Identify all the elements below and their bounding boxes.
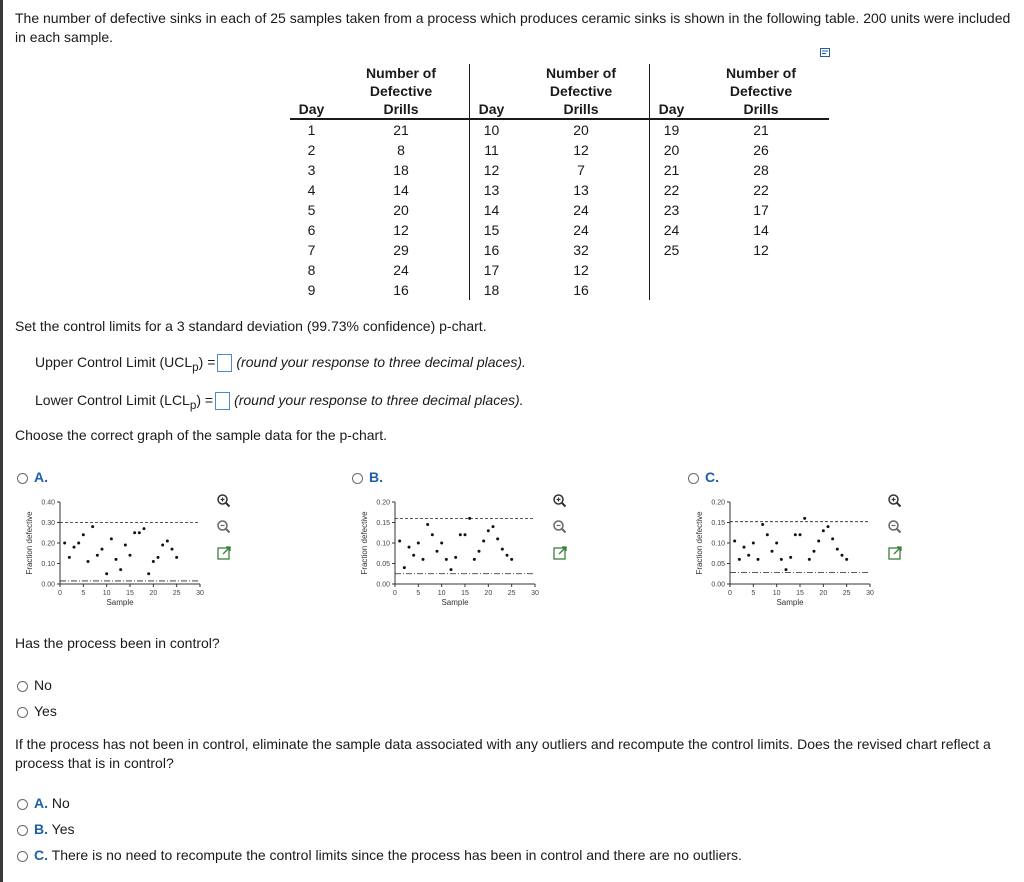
data-point: [63, 542, 66, 545]
data-point: [454, 556, 457, 559]
data-point: [87, 560, 90, 563]
data-point: [115, 558, 118, 561]
chart-option-c-label: C.: [705, 469, 719, 485]
defects-cell: 21: [753, 122, 769, 138]
revised-option-b-text: Yes: [51, 821, 75, 837]
defects-cell: 14: [753, 222, 769, 238]
chart-c: [692, 490, 1002, 625]
defects-cell: [693, 280, 829, 300]
ucl-hint: (round your response to three decimal places).: [236, 354, 526, 370]
defects-cell: 20: [513, 119, 650, 140]
y-tick-label: 0.00: [41, 581, 55, 589]
data-point: [147, 572, 150, 575]
x-tick-label: 20: [484, 590, 493, 597]
defects-cell: 12: [513, 260, 650, 280]
data-point: [841, 554, 844, 557]
data-point: [161, 544, 164, 547]
radio-chart-a[interactable]: [17, 473, 28, 484]
defects-cell: 21: [333, 119, 470, 140]
data-point: [752, 542, 755, 545]
day-cell: 6: [307, 222, 316, 238]
lcl-row: [35, 390, 524, 416]
defects-cell: 8: [333, 140, 470, 160]
table-row: [290, 140, 829, 160]
data-point: [129, 554, 132, 557]
data-point: [398, 539, 401, 542]
data-point: [836, 548, 839, 551]
data-point: [157, 556, 160, 559]
chart-option-b[interactable]: [352, 469, 383, 485]
data-point: [803, 517, 806, 520]
x-tick-label: 20: [149, 590, 158, 597]
x-tick-label: 0: [58, 590, 62, 597]
defects-cell: 24: [513, 220, 650, 240]
day-cell: 7: [307, 242, 316, 258]
day-cell: 25: [663, 242, 680, 258]
x-tick-label: 15: [126, 590, 134, 597]
data-point: [799, 533, 802, 536]
data-point: [101, 548, 104, 551]
data-point: [473, 558, 476, 561]
data-point: [152, 560, 155, 563]
lcl-equals: ) =: [196, 392, 214, 408]
data-point: [440, 542, 443, 545]
data-point: [757, 558, 760, 561]
zoom-out-icon[interactable]: [550, 517, 570, 537]
y-tick-label: 0.20: [711, 499, 725, 507]
data-point: [110, 537, 113, 540]
col-header-day: Day: [470, 100, 514, 119]
table-row: [290, 220, 829, 240]
chart-c-tools: [885, 491, 905, 569]
data-point: [822, 529, 825, 532]
col-header-day: Day: [290, 100, 333, 119]
data-point: [124, 544, 127, 547]
zoom-in-icon[interactable]: [214, 491, 234, 511]
day-cell: 19: [663, 122, 680, 138]
data-point: [478, 550, 481, 553]
option-yes-label: Yes: [34, 703, 57, 719]
x-tick-label: 25: [507, 590, 516, 597]
data-point: [426, 523, 429, 526]
radio-no[interactable]: [17, 681, 28, 692]
day-cell: 13: [483, 182, 500, 198]
x-tick-label: 30: [196, 590, 204, 597]
data-point: [831, 537, 834, 540]
radio-revised-a[interactable]: [17, 799, 28, 810]
x-tick-label: 5: [81, 590, 86, 597]
day-cell: 9: [307, 282, 316, 298]
data-point: [771, 550, 774, 553]
zoom-in-icon[interactable]: [885, 491, 905, 511]
data-point: [171, 548, 174, 551]
data-point: [68, 556, 71, 559]
chart-b: [357, 490, 667, 625]
intro-text: The number of defective sinks in each of 25 samples taken from a process which produces ceramic sinks is shown in the following table. 200 units were included in each sample.: [15, 10, 1011, 45]
lcl-input[interactable]: [215, 392, 230, 410]
x-tick-label: 15: [461, 590, 469, 597]
table-row: [290, 260, 829, 280]
ucl-subscript: p: [192, 360, 199, 374]
revised-option-a-letter: A.: [34, 795, 48, 811]
data-point: [417, 542, 420, 545]
day-cell: 16: [483, 242, 500, 258]
y-tick-label: 0.10: [711, 540, 725, 548]
day-cell: 21: [663, 162, 680, 178]
col-header-number: Defective: [333, 82, 470, 100]
revised-option-a[interactable]: [17, 795, 70, 811]
data-point: [459, 533, 462, 536]
data-point: [436, 550, 439, 553]
col-header-number: Drills: [693, 100, 829, 119]
radio-chart-c[interactable]: [688, 473, 699, 484]
data-point: [73, 546, 76, 549]
data-point: [785, 568, 788, 571]
radio-revised-c[interactable]: [17, 851, 28, 862]
revised-option-a-text: No: [51, 795, 70, 811]
col-header-number: Defective: [513, 82, 650, 100]
col-header-number: Number of: [333, 64, 470, 82]
x-axis-label: Sample: [776, 598, 804, 607]
day-cell: 14: [483, 202, 500, 218]
data-point: [766, 533, 769, 536]
col-header-number: Defective: [729, 83, 793, 99]
day-cell: 15: [483, 222, 500, 238]
day-cell: 5: [307, 202, 316, 218]
data-point: [496, 537, 499, 540]
x-tick-label: 25: [842, 590, 851, 597]
in-control-option-yes[interactable]: [17, 703, 57, 719]
table-row: [290, 280, 829, 300]
x-tick-label: 0: [393, 590, 397, 597]
y-tick-label: 0.15: [711, 520, 725, 527]
data-point: [82, 533, 85, 536]
data-point: [794, 533, 797, 536]
defects-cell: 24: [333, 260, 470, 280]
day-cell: 20: [663, 142, 680, 158]
y-tick-label: 0.30: [41, 520, 55, 527]
data-point: [175, 556, 178, 559]
defects-cell: 16: [333, 280, 470, 300]
x-tick-label: 30: [531, 590, 539, 597]
zoom-out-icon[interactable]: [214, 517, 234, 537]
graph-choice-prompt: Choose the correct graph of the sample data for the p-chart.: [15, 427, 387, 443]
data-point: [412, 554, 415, 557]
revised-chart-prompt: If the process has not been in control, eliminate the sample data associated with any outliers and recompute the control limits. Does the revised chart reflect a process that is in control?: [15, 736, 991, 771]
data-point: [789, 556, 792, 559]
data-point: [464, 533, 467, 536]
data-point: [738, 558, 741, 561]
table-row: [290, 160, 829, 180]
data-point: [808, 558, 811, 561]
y-tick-label: 0.05: [711, 561, 725, 568]
day-cell: 23: [663, 202, 680, 218]
data-point: [487, 529, 490, 532]
data-point: [747, 554, 750, 557]
data-point: [138, 531, 141, 534]
data-point: [77, 542, 80, 545]
data-point: [733, 539, 736, 542]
y-tick-label: 0.15: [376, 520, 390, 527]
chart-option-c[interactable]: [688, 469, 719, 485]
col-header-number: Number of: [513, 64, 650, 82]
day-cell: 11: [484, 142, 499, 158]
data-point: [501, 548, 504, 551]
y-tick-label: 0.00: [711, 581, 725, 589]
ucl-row: [35, 352, 526, 378]
data-point: [450, 568, 453, 571]
x-tick-label: 15: [796, 590, 804, 597]
ucl-input[interactable]: [217, 354, 232, 372]
defects-cell: 17: [753, 202, 769, 218]
in-control-prompt: Has the process been in control?: [15, 635, 220, 651]
x-tick-label: 10: [102, 590, 111, 597]
y-tick-label: 0.20: [41, 540, 55, 548]
data-point: [827, 525, 830, 528]
table-row: [290, 119, 829, 140]
defects-cell: [693, 260, 829, 280]
col-header-number: Drills: [513, 100, 650, 119]
day-cell: 17: [483, 262, 500, 278]
x-axis-label: Sample: [106, 598, 134, 607]
day-cell: 22: [663, 182, 680, 198]
data-point: [506, 554, 509, 557]
revised-option-b-letter: B.: [34, 821, 48, 837]
x-tick-label: 10: [437, 590, 446, 597]
revised-option-c-text: There is no need to recompute the control limits since the process has been in control and there are no outliers.: [51, 847, 742, 863]
data-point: [510, 558, 513, 561]
day-cell: [650, 280, 694, 300]
day-cell: [650, 260, 694, 280]
data-point: [775, 542, 778, 545]
defects-cell: 20: [333, 200, 470, 220]
left-frame-border: [0, 0, 3, 882]
control-limits-prompt: Set the control limits for a 3 standard deviation (99.73% confidence) p-chart.: [15, 318, 487, 334]
defects-cell: 26: [753, 142, 769, 158]
chart-b-tools: [550, 491, 570, 569]
day-cell: 18: [483, 282, 500, 298]
day-cell: 10: [483, 122, 500, 138]
data-point: [96, 554, 99, 557]
revised-option-b[interactable]: [17, 821, 74, 837]
data-point: [761, 523, 764, 526]
data-point: [492, 525, 495, 528]
data-point: [422, 558, 425, 561]
y-tick-label: 0.10: [41, 561, 55, 568]
col-header-number: Number of: [726, 65, 796, 81]
revised-option-c[interactable]: [17, 847, 742, 863]
x-tick-label: 0: [728, 590, 732, 597]
y-tick-label: 0.05: [376, 561, 390, 568]
info-popup-icon[interactable]: [820, 48, 830, 57]
data-point: [408, 546, 411, 549]
day-cell: 2: [307, 142, 316, 158]
chart-option-a[interactable]: [17, 469, 48, 485]
defects-cell: 16: [513, 280, 650, 300]
chart-option-a-label: A.: [34, 469, 48, 485]
x-tick-label: 5: [416, 590, 421, 597]
radio-yes[interactable]: [17, 707, 28, 718]
zoom-out-icon[interactable]: [885, 517, 905, 537]
data-point: [119, 568, 122, 571]
defects-cell: 12: [753, 242, 769, 258]
table-row: [290, 240, 829, 260]
defects-cell: 22: [753, 182, 769, 198]
data-point: [166, 539, 169, 542]
x-axis-label: Sample: [441, 598, 469, 607]
day-cell: 1: [307, 122, 316, 138]
open-new-window-icon[interactable]: [214, 543, 234, 563]
x-tick-label: 25: [172, 590, 181, 597]
defects-cell: 18: [333, 160, 470, 180]
day-cell: 8: [307, 262, 316, 278]
x-tick-label: 30: [866, 590, 874, 597]
day-cell: 3: [307, 162, 316, 178]
data-point: [143, 527, 146, 530]
defects-cell: 32: [513, 240, 650, 260]
option-no-label: No: [34, 677, 52, 693]
zoom-in-icon[interactable]: [550, 491, 570, 511]
lcl-subscript: p: [189, 398, 197, 412]
day-cell: 12: [483, 162, 500, 178]
data-point: [445, 558, 448, 561]
col-header-number: Drills: [333, 100, 470, 119]
y-tick-label: 0.40: [41, 499, 55, 507]
defects-cell: 14: [333, 180, 470, 200]
open-new-window-icon[interactable]: [885, 543, 905, 563]
y-tick-label: 0.20: [376, 499, 390, 507]
day-cell: 24: [663, 222, 680, 238]
open-new-window-icon[interactable]: [550, 543, 570, 563]
defects-cell: 12: [513, 140, 650, 160]
table-row: [290, 180, 829, 200]
in-control-option-no[interactable]: [17, 677, 52, 693]
x-tick-label: 20: [819, 590, 828, 597]
lcl-label: Lower Control Limit (LCL: [35, 392, 190, 408]
data-point: [431, 533, 434, 536]
table-row: [290, 200, 829, 220]
data-point: [133, 531, 136, 534]
ucl-label: Upper Control Limit (UCL: [35, 354, 193, 370]
chart-a: [22, 490, 332, 625]
data-point: [105, 572, 108, 575]
col-header-day: Day: [650, 100, 694, 119]
y-axis-label: Fraction defective: [25, 511, 34, 575]
chart-a-tools: [214, 491, 234, 569]
data-point: [468, 517, 471, 520]
defects-cell: 28: [753, 162, 769, 178]
data-point: [813, 550, 816, 553]
y-tick-label: 0.00: [376, 581, 390, 589]
data-point: [482, 539, 485, 542]
data-point: [91, 525, 94, 528]
chart-option-b-label: B.: [369, 469, 383, 485]
y-axis-label: Fraction defective: [360, 511, 369, 575]
defects-cell: 24: [513, 200, 650, 220]
defects-cell: 29: [333, 240, 470, 260]
y-axis-label: Fraction defective: [695, 511, 704, 575]
radio-revised-b[interactable]: [17, 825, 28, 836]
x-tick-label: 10: [772, 590, 781, 597]
data-point: [817, 539, 820, 542]
defects-cell: 13: [513, 180, 650, 200]
data-point: [845, 558, 848, 561]
defects-table: [290, 64, 829, 300]
ucl-equals: ) =: [198, 354, 216, 370]
revised-option-c-letter: C.: [34, 847, 48, 863]
lcl-hint: (round your response to three decimal places).: [234, 392, 524, 408]
defects-cell: 12: [333, 220, 470, 240]
radio-chart-b[interactable]: [352, 473, 363, 484]
data-point: [780, 558, 783, 561]
data-point: [403, 566, 406, 569]
data-point: [743, 546, 746, 549]
y-tick-label: 0.10: [376, 540, 390, 548]
defects-cell: 7: [513, 160, 650, 180]
day-cell: 4: [307, 182, 316, 198]
x-tick-label: 5: [751, 590, 756, 597]
